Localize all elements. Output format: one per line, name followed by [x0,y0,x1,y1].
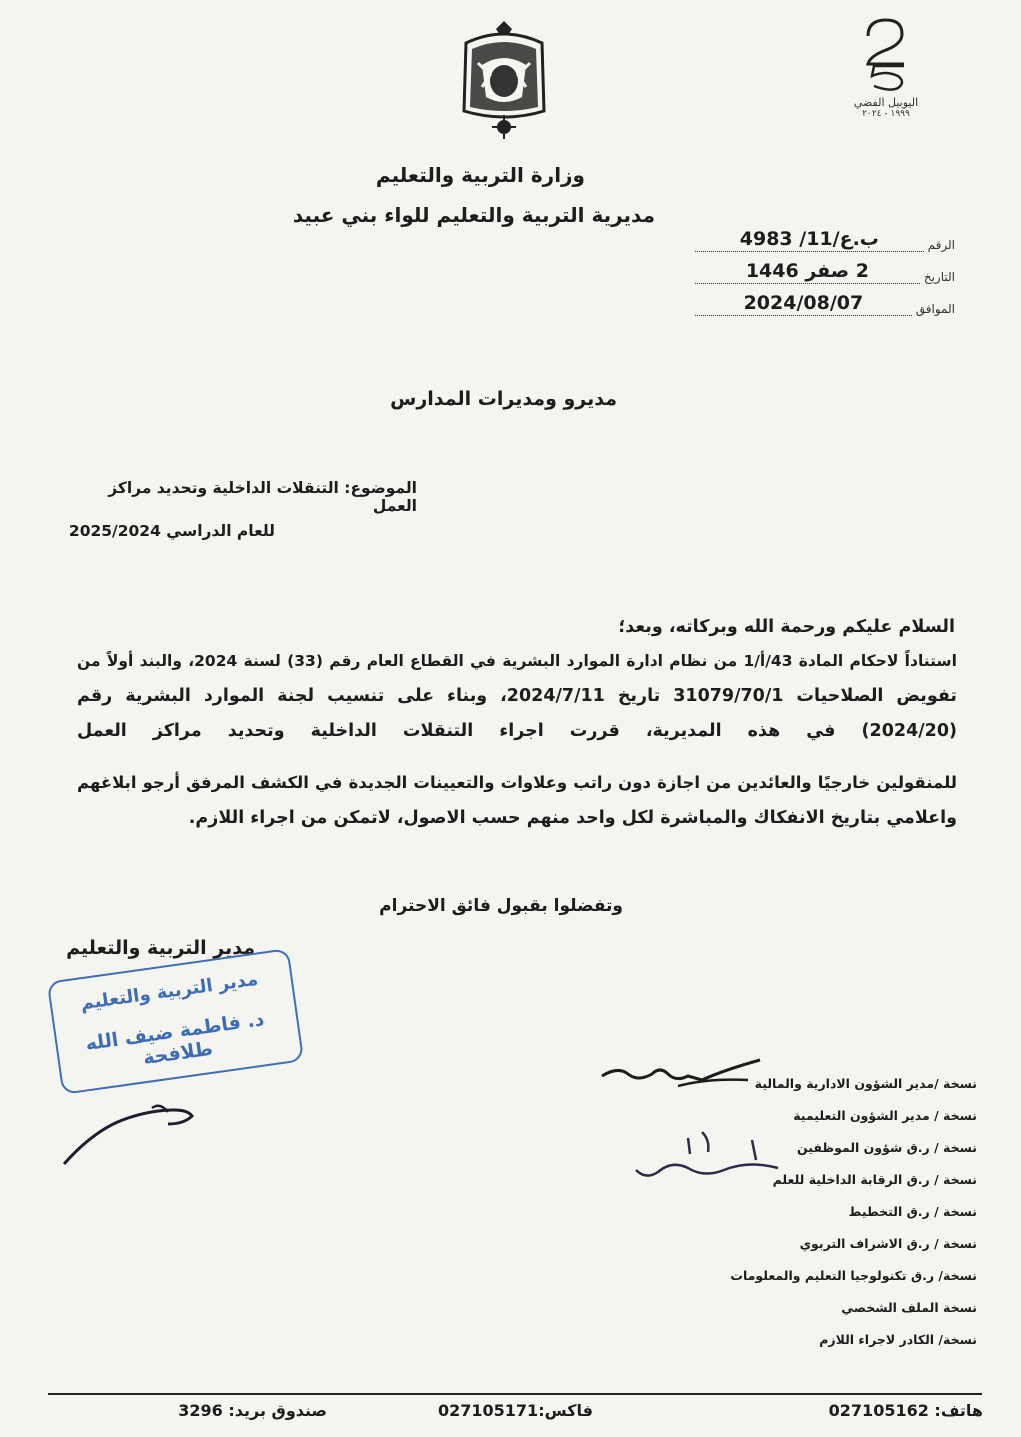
hijri-date-row [695,260,955,284]
stamp-name: د. فاطمة ضيف الله طلافحة [84,1008,266,1070]
body-line: استناداً لاحكام المادة 43/أ/1 من نظام ادارة الموارد البشرية في القطاع العام رقم (33) لسنة 2024، والبند أولاً من [77,652,957,670]
jubilee-text: اليوبيل الفضي [853,96,919,109]
subject-year-line: للعام الدراسي 2025/2024 [68,522,275,540]
reference-number-row [695,228,955,252]
body-line: واعلامي بتاريخ الانفكاك والمباشرة لكل واحد منهم حسب الاصول، لاتمكن من اجراء اللازم. [188,808,957,828]
copy-recipient: نسخة / مدير الشؤون التعليمية [793,1108,977,1123]
signatory-title: مدير التربية والتعليم [66,937,255,959]
footer-divider [48,1393,982,1395]
copy-recipient: نسخة/ الكادر لاجراء اللازم [819,1332,977,1347]
body-line: للمنقولين خارجيًا والعائدين من اجازة دون راتب وعلاوات والتعيينات الجديدة في الكشف المرفق أرجو ابلاغهم [77,773,957,792]
closing-phrase: وتفضلوا بقبول فائق الاحترام [379,896,623,916]
handwritten-initials-icon [598,1056,766,1096]
jubilee-25-icon [846,14,926,92]
copy-recipient: نسخة/ ر.ق تكنولوجيا التعليم والمعلومات [730,1268,977,1283]
copy-recipient: نسخة / ر.ق الاشراف التربوي [799,1236,977,1251]
royal-crest-icon [452,15,556,145]
handwritten-note-icon [628,1126,786,1188]
greeting: السلام عليكم ورحمة الله وبركاته، وبعد؛ [618,617,955,637]
copy-recipient: نسخة /مدير الشؤون الادارية والمالية [754,1076,977,1091]
jubilee-years: ١٩٩٩ - ٢٠٢٤ [862,109,910,119]
official-stamp [47,947,312,1103]
body-line: (2024/20) في هذه المديرية، قررت اجراء التنقلات الداخلية وتحديد مراكز العمل [77,721,957,741]
silver-jubilee-logo [846,14,926,126]
copy-recipient: نسخة / ر.ق التخطيط [848,1204,977,1219]
directorate-name: مديرية التربية والتعليم للواء بني عبيد [292,203,655,227]
director-signature-icon [56,1098,206,1170]
recipient: مديرو ومديرات المدارس [390,388,617,410]
copy-recipient: نسخة / ر.ق شؤون الموظفين [797,1140,977,1155]
footer-fax: فاكس:027105171 [437,1401,593,1420]
gregorian-date-row [695,292,955,316]
stamp-title: مدير التربية والتعليم [79,968,260,1015]
reference-number-label: الرقم [927,238,955,252]
reference-number-value: ب.ع/11/ 4983 [695,228,924,252]
copy-recipient: نسخة الملف الشخصي [841,1300,977,1315]
hijri-date-label: التاريخ [923,270,955,284]
hijri-date-value: 2 صفر 1446 [695,260,920,284]
footer-phone: هاتف: 027105162 [828,1401,983,1420]
ministry-name: وزارة التربية والتعليم [375,163,585,187]
footer-po-box: صندوق بريد: 3296 [178,1401,327,1420]
copy-recipient: نسخة / ر.ق الرقابة الداخلية للعلم [772,1172,977,1187]
gregorian-date-label: الموافق [915,302,955,316]
subject-line: الموضوع: التنقلات الداخلية وتحديد مراكز العمل [108,479,417,515]
body-line: تفويض الصلاحيات 31079/70/1 تاريخ 2024/7/11، وبناء على تنسيب لجنة الموارد البشرية رقم [77,686,957,706]
gregorian-date-value: 2024/08/07 [695,292,912,316]
